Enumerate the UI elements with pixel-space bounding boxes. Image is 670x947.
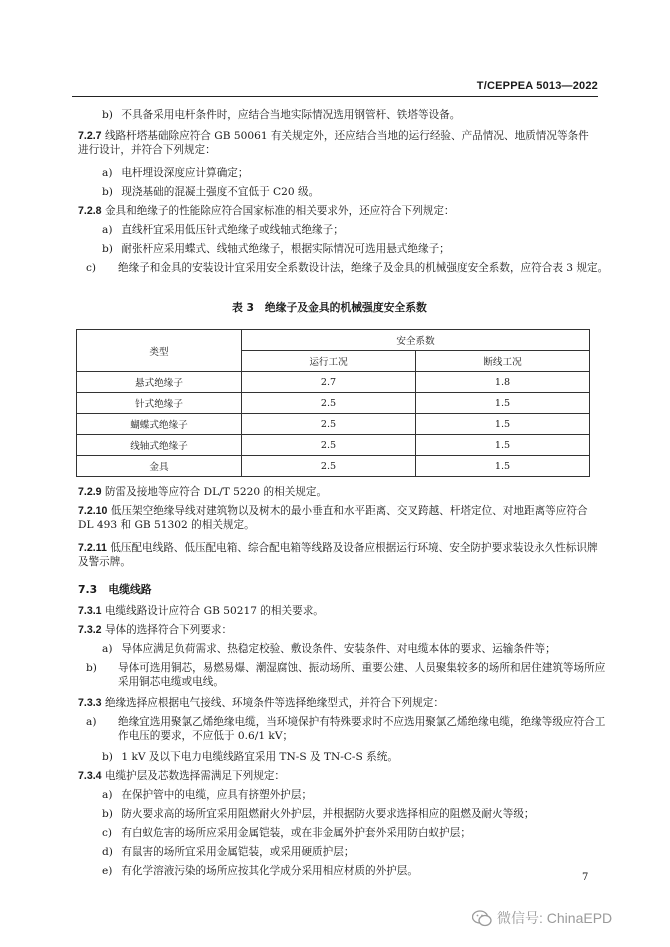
item-label: a) [102, 789, 113, 801]
item-text: 有白蚁危害的场所应采用金属铠装，或在非金属外护套外采用防白蚁护层； [121, 827, 471, 839]
item-text: 不具备采用电杆条件时，应结合当地实际情况选用钢管杆、铁塔等设备。 [121, 109, 461, 121]
clause-text: 防雷及接地等应符合 DL/T 5220 的相关规定。 [104, 486, 328, 498]
header-rule [72, 96, 598, 97]
watermark [472, 908, 612, 928]
clause-item [86, 715, 614, 743]
header-break: 断线工况 [416, 351, 590, 372]
clause-item [102, 242, 450, 256]
safety-factor-table [76, 329, 590, 477]
clause-7-2-8 [78, 204, 455, 218]
clause-7-2-7 [78, 129, 596, 157]
cell-running: 2.5 [242, 435, 416, 456]
item-text: 防火要求高的场所宜采用阻燃耐火外护层，并根据防火要求选择相应的阻燃及耐火等级； [121, 808, 535, 820]
section-number: 7.3 [78, 583, 98, 596]
clause-item [86, 261, 614, 275]
section-heading [78, 582, 152, 597]
cell-running: 2.7 [242, 372, 416, 393]
item-label: b) [102, 109, 113, 121]
item-label: c) [102, 827, 113, 839]
table-row [77, 414, 590, 435]
clause-7-3-4 [78, 769, 285, 783]
clause-item [102, 788, 312, 802]
table-row [77, 456, 590, 477]
item-text: 绝缘子和金具的安装设计宜采用安全系数设计法，绝缘子及金具的机械强度安全系数，应符合表 3 规定。 [118, 262, 609, 274]
clause-number: 7.2.8 [78, 205, 102, 217]
clause-number: 7.3.4 [78, 770, 102, 782]
item-label: d) [102, 846, 113, 858]
item-text: 耐张杆应采用蝶式、线轴式绝缘子，根据实际情况可选用悬式绝缘子； [121, 243, 450, 255]
item-text: 绝缘宜选用聚氯乙烯绝缘电缆，当环境保护有特殊要求时不应选用聚氯乙烯绝缘电缆，绝缘等级应符合工作电压的要求，不应低于 0.6/1 kV； [118, 716, 606, 742]
cell-type: 金具 [77, 456, 242, 477]
clause-text: 线路杆塔基础除应符合 GB 50061 有关规定外，还应结合当地的运行经验、产品情况、地质情况等条件进行设计，并符合下列规定： [78, 130, 589, 156]
cell-type: 线轴式绝缘子 [77, 435, 242, 456]
table-row [77, 435, 590, 456]
cell-break: 1.5 [416, 414, 590, 435]
table-row [77, 372, 590, 393]
item-label: b) [102, 751, 113, 763]
item-text: 有鼠害的场所宜采用金属铠装，或采用硬质护层； [121, 846, 355, 858]
cell-type: 蝴蝶式绝缘子 [77, 414, 242, 435]
clause-7-2-9 [78, 485, 327, 499]
item-label: a) [102, 643, 113, 655]
item-label: b) [102, 243, 113, 255]
item-text: 有化学溶液污染的场所应按其化学成分采用相应材质的外护层。 [121, 865, 418, 877]
cell-break: 1.5 [416, 435, 590, 456]
clause-7-2-10 [78, 504, 598, 532]
cell-break: 1.5 [416, 456, 590, 477]
clause-item [102, 826, 471, 840]
header-safety-factor: 安全系数 [242, 330, 590, 351]
clause-item [102, 185, 319, 199]
clause-number: 7.2.7 [78, 130, 102, 142]
clause-item [102, 108, 460, 122]
document-code: T/CEPPEA 5013—2022 [476, 80, 598, 92]
item-text: 1 kV 及以下电力电缆线路宜采用 TN-S 及 TN-C-S 系统。 [121, 751, 398, 763]
item-label: a) [102, 224, 113, 236]
clause-7-2-11 [78, 541, 598, 569]
item-label: b) [86, 662, 97, 674]
clause-7-3-2 [78, 623, 232, 637]
item-label: c) [86, 262, 97, 274]
clause-text: 电缆护层及芯数选择需满足下列规定： [104, 770, 286, 782]
clause-item [102, 223, 344, 237]
item-text: 在保护管中的电缆，应具有挤塑外护层； [121, 789, 313, 801]
item-text: 现浇基础的混凝土强度不宜低于 C20 级。 [121, 186, 320, 198]
clause-item [102, 750, 398, 764]
table-title: 表 3 绝缘子及金具的机械强度安全系数 [232, 301, 427, 314]
clause-number: 7.3.2 [78, 624, 102, 636]
cell-running: 2.5 [242, 456, 416, 477]
item-label: a) [86, 716, 97, 728]
cell-running: 2.5 [242, 414, 416, 435]
wechat-icon [472, 910, 492, 927]
clause-item [102, 166, 249, 180]
watermark-text: 微信号: ChinaEPD [497, 910, 613, 926]
clause-item [86, 661, 614, 689]
item-text: 电杆埋设深度应计算确定； [121, 167, 249, 179]
clause-number: 7.2.10 [78, 505, 108, 517]
clause-item [102, 845, 354, 859]
clause-text: 低压配电线路、低压配电箱、综合配电箱等线路及设备应根据运行环境、安全防护要求装设永久性标识牌及警示牌。 [78, 542, 598, 568]
item-label: b) [102, 186, 113, 198]
item-label: e) [102, 865, 113, 877]
clause-text: 绝缘选择应根据电气接线、环境条件等选择绝缘型式，并符合下列规定： [104, 697, 444, 709]
clause-7-3-1 [78, 604, 324, 618]
cell-type: 针式绝缘子 [77, 393, 242, 414]
clause-item [102, 642, 556, 656]
clause-text: 电缆线路设计应符合 GB 50217 的相关要求。 [104, 605, 324, 617]
cell-break: 1.8 [416, 372, 590, 393]
section-title: 电缆线路 [108, 583, 152, 596]
header-type: 类型 [77, 330, 242, 372]
page-number: 7 [582, 872, 589, 883]
clause-text: 导体的选择符合下列要求： [104, 624, 233, 636]
clause-item [102, 807, 535, 821]
item-text: 导体应满足负荷需求、热稳定校验、敷设条件、安装条件、对电缆本体的要求、运输条件等； [121, 643, 556, 655]
clause-7-3-3 [78, 696, 444, 710]
item-text: 直线杆宜采用低压针式绝缘子或线轴式绝缘子； [121, 224, 344, 236]
table-row [77, 393, 590, 414]
cell-running: 2.5 [242, 393, 416, 414]
item-label: b) [102, 808, 113, 820]
cell-break: 1.5 [416, 393, 590, 414]
clause-item [102, 864, 418, 878]
clause-number: 7.2.11 [78, 542, 107, 554]
cell-type: 悬式绝缘子 [77, 372, 242, 393]
item-label: a) [102, 167, 113, 179]
clause-text: 低压架空绝缘导线对建筑物以及树木的最小垂直和水平距离、交叉跨越、杆塔定位、对地距离等应符合 DL 493 和 GB 51302 的相关规定。 [78, 505, 588, 531]
item-text: 导体可选用铜芯，易燃易爆、潮湿腐蚀、振动场所、重要公建、人员聚集较多的场所和居住建筑等场所应采用铜芯电缆或电线。 [118, 662, 606, 688]
clause-number: 7.3.1 [78, 605, 102, 617]
clause-text: 金具和绝缘子的性能除应符合国家标准的相关要求外，还应符合下列规定： [104, 205, 455, 217]
header-running: 运行工况 [242, 351, 416, 372]
clause-number: 7.2.9 [78, 486, 102, 498]
clause-number: 7.3.3 [78, 697, 102, 709]
